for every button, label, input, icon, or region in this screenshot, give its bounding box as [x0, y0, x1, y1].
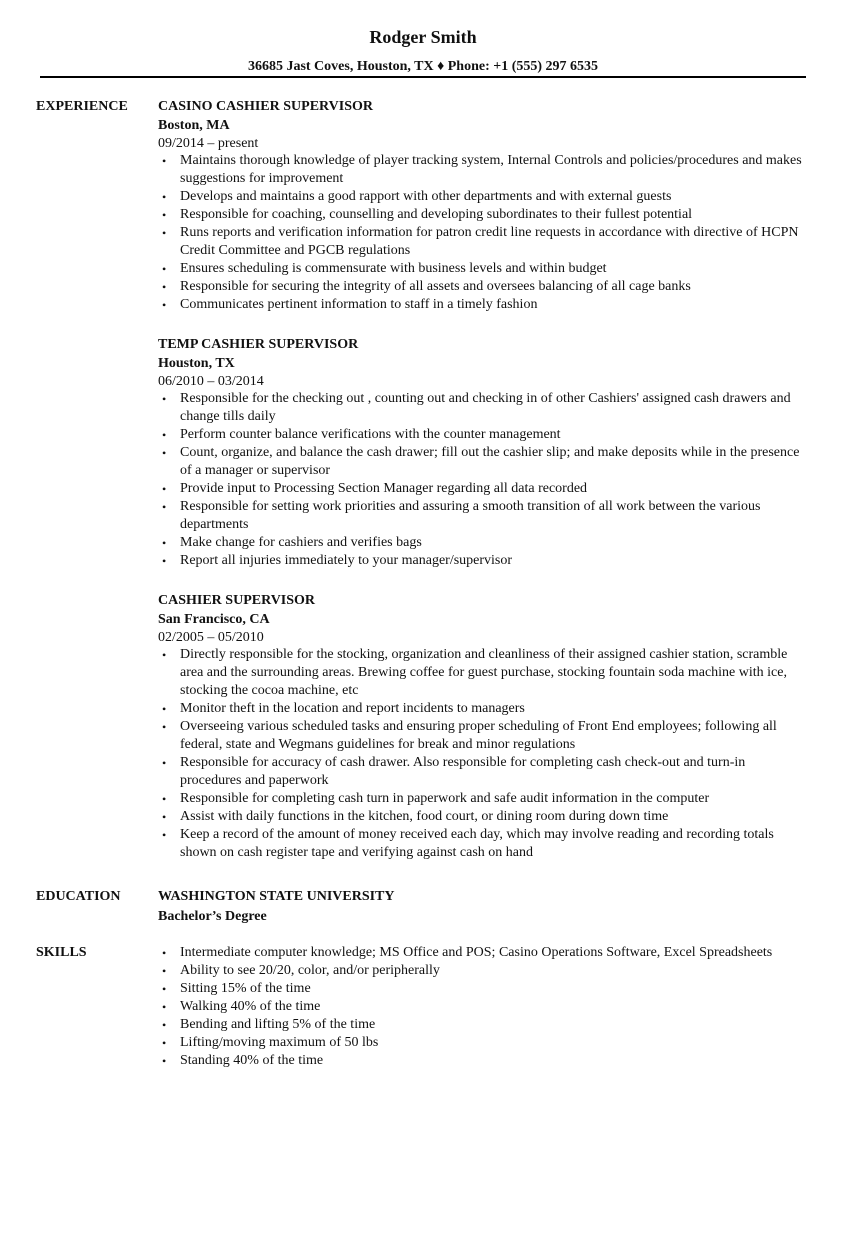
skill-text: Lifting/moving maximum of 50 lbs: [180, 1035, 379, 1050]
candidate-name: Rodger Smith: [369, 27, 477, 47]
list-item: [158, 718, 810, 754]
list-item: [158, 390, 810, 426]
bullet-icon: •: [162, 500, 167, 514]
experience-list: [158, 98, 810, 884]
list-item: [158, 296, 810, 314]
bullet-icon: •: [162, 298, 167, 312]
header-divider: [40, 76, 806, 78]
bullet-icon: •: [162, 964, 167, 978]
list-item: [158, 646, 810, 700]
list-item: [158, 444, 810, 480]
job-dates: 06/2010 – 03/2014: [158, 374, 264, 389]
job-title: CASHIER SUPERVISOR: [158, 593, 316, 608]
bullet-icon: •: [162, 1036, 167, 1050]
bullet-icon: •: [162, 792, 167, 806]
school-name: WASHINGTON STATE UNIVERSITY: [158, 889, 395, 904]
list-item: [158, 980, 810, 998]
bullet-text: Responsible for completing cash turn in paperwork and safe audit information in the computer: [180, 791, 710, 806]
job-dates: 09/2014 – present: [158, 136, 259, 151]
job-location: Houston, TX: [158, 356, 235, 371]
bullet-text: Responsible for coaching, counselling and developing subordinates to their fullest potential: [180, 207, 693, 222]
bullet-icon: •: [162, 756, 167, 770]
job-entry: [158, 592, 810, 862]
bullet-text: Runs reports and verification information for patron credit line requests in accordance with directive of HCPN Credit Committee and PGCB regulations: [180, 225, 799, 258]
skill-text: Standing 40% of the time: [180, 1053, 324, 1068]
skill-text: Ability to see 20/20, color, and/or peripherally: [180, 963, 440, 978]
bullet-text: Assist with daily functions in the kitchen, food court, or dining room during down time: [180, 809, 669, 824]
list-item: [158, 498, 810, 534]
bullet-text: Provide input to Processing Section Manager regarding all data recorded: [180, 481, 588, 496]
job-bullets: [158, 646, 810, 862]
bullet-text: Responsible for the checking out , counting out and checking in of other Cashiers' assigned cash drawers and change tills daily: [180, 391, 791, 424]
list-item: [158, 962, 810, 980]
bullet-icon: •: [162, 982, 167, 996]
job-title: CASINO CASHIER SUPERVISOR: [158, 99, 373, 114]
list-item: [158, 790, 810, 808]
skill-text: Sitting 15% of the time: [180, 981, 311, 996]
job-location: San Francisco, CA: [158, 612, 270, 627]
bullet-icon: •: [162, 720, 167, 734]
section-title-skills: SKILLS: [36, 945, 87, 960]
bullet-text: Monitor theft in the location and report incidents to managers: [180, 701, 525, 716]
bullet-icon: •: [162, 828, 167, 842]
bullet-icon: •: [162, 428, 167, 442]
job-entry: [158, 336, 810, 570]
bullet-icon: •: [162, 446, 167, 460]
list-item: [158, 152, 810, 188]
list-item: [158, 754, 810, 790]
job-entry: [158, 98, 810, 314]
job-title: TEMP CASHIER SUPERVISOR: [158, 337, 359, 352]
bullet-icon: •: [162, 208, 167, 222]
bullet-icon: •: [162, 190, 167, 204]
bullet-icon: •: [162, 280, 167, 294]
bullet-text: Report all injuries immediately to your manager/supervisor: [180, 553, 513, 568]
list-item: [158, 188, 810, 206]
bullet-text: Perform counter balance verifications with the counter management: [180, 427, 561, 442]
job-dates: 02/2005 – 05/2010: [158, 630, 264, 645]
bullet-text: Responsible for accuracy of cash drawer. Also responsible for completing cash check-out and turn-in procedures and paperwork: [180, 755, 746, 788]
list-item: [158, 260, 810, 278]
bullet-text: Communicates pertinent information to staff in a timely fashion: [180, 297, 538, 312]
bullet-icon: •: [162, 1054, 167, 1068]
bullet-text: Make change for cashiers and verifies bags: [180, 535, 422, 550]
list-item: [158, 534, 810, 552]
contact-line: 36685 Jast Coves, Houston, TX ♦ Phone: +1 (555) 297 6535: [247, 59, 599, 74]
bullet-icon: •: [162, 554, 167, 568]
bullet-icon: •: [162, 262, 167, 276]
list-item: [158, 1016, 810, 1034]
bullet-icon: •: [162, 702, 167, 716]
bullet-text: Responsible for securing the integrity of all assets and oversees balancing of all cage banks: [180, 279, 691, 294]
education-entry: [158, 888, 810, 928]
list-item: [158, 552, 810, 570]
bullet-text: Responsible for setting work priorities and assuring a smooth transition of all work between the various departments: [180, 499, 761, 532]
bullet-icon: •: [162, 1018, 167, 1032]
section-title-education: EDUCATION: [36, 889, 121, 904]
skill-text: Walking 40% of the time: [180, 999, 321, 1014]
bullet-icon: •: [162, 946, 167, 960]
bullet-icon: •: [162, 482, 167, 496]
list-item: [158, 480, 810, 498]
bullet-text: Keep a record of the amount of money received each day, which may involve reading and recording totals shown on cash register tape and verifying against cash on hand: [180, 827, 774, 860]
bullet-icon: •: [162, 536, 167, 550]
bullet-icon: •: [162, 810, 167, 824]
list-item: [158, 206, 810, 224]
bullet-icon: •: [162, 1000, 167, 1014]
list-item: [158, 700, 810, 718]
skill-text: Bending and lifting 5% of the time: [180, 1017, 376, 1032]
bullet-text: Maintains thorough knowledge of player tracking system, Internal Controls and policies/procedures and makes suggestions for improvement: [180, 153, 802, 186]
bullet-icon: •: [162, 154, 167, 168]
skills-list: [158, 944, 810, 1070]
bullet-icon: •: [162, 392, 167, 406]
bullet-text: Ensures scheduling is commensurate with business levels and within budget: [180, 261, 607, 276]
skill-text: Intermediate computer knowledge; MS Office and POS; Casino Operations Software, Excel Spreadsheets: [180, 945, 773, 960]
list-item: [158, 224, 810, 260]
list-item: [158, 826, 810, 862]
bullet-text: Count, organize, and balance the cash drawer; fill out the cashier slip; and make deposits while in the presence of a manager or supervisor: [180, 445, 800, 478]
list-item: [158, 944, 810, 962]
section-title-experience: EXPERIENCE: [36, 99, 128, 114]
bullet-text: Develops and maintains a good rapport with other departments and with external guests: [180, 189, 672, 204]
list-item: [158, 426, 810, 444]
bullet-icon: •: [162, 648, 167, 662]
bullet-text: Overseeing various scheduled tasks and ensuring proper scheduling of Front End employees; following all federal, state and Wegmans guidelines for break and minor regulations: [180, 719, 777, 752]
list-item: [158, 1034, 810, 1052]
job-bullets: [158, 152, 810, 314]
list-item: [158, 1052, 810, 1070]
list-item: [158, 998, 810, 1016]
bullet-text: Directly responsible for the stocking, organization and cleanliness of their assigned cashier station, scramble area and the surrounding areas. Brewing coffee for guest purchase, stocking fountain soda machine with ice, stocking the cocoa machine, etc: [180, 647, 788, 698]
bullet-icon: •: [162, 226, 167, 240]
resume-header: [40, 26, 806, 76]
list-item: [158, 808, 810, 826]
list-item: [158, 278, 810, 296]
skill-bullets: [158, 944, 810, 1070]
degree-name: Bachelor’s Degree: [158, 909, 267, 924]
job-location: Boston, MA: [158, 118, 230, 133]
job-bullets: [158, 390, 810, 570]
